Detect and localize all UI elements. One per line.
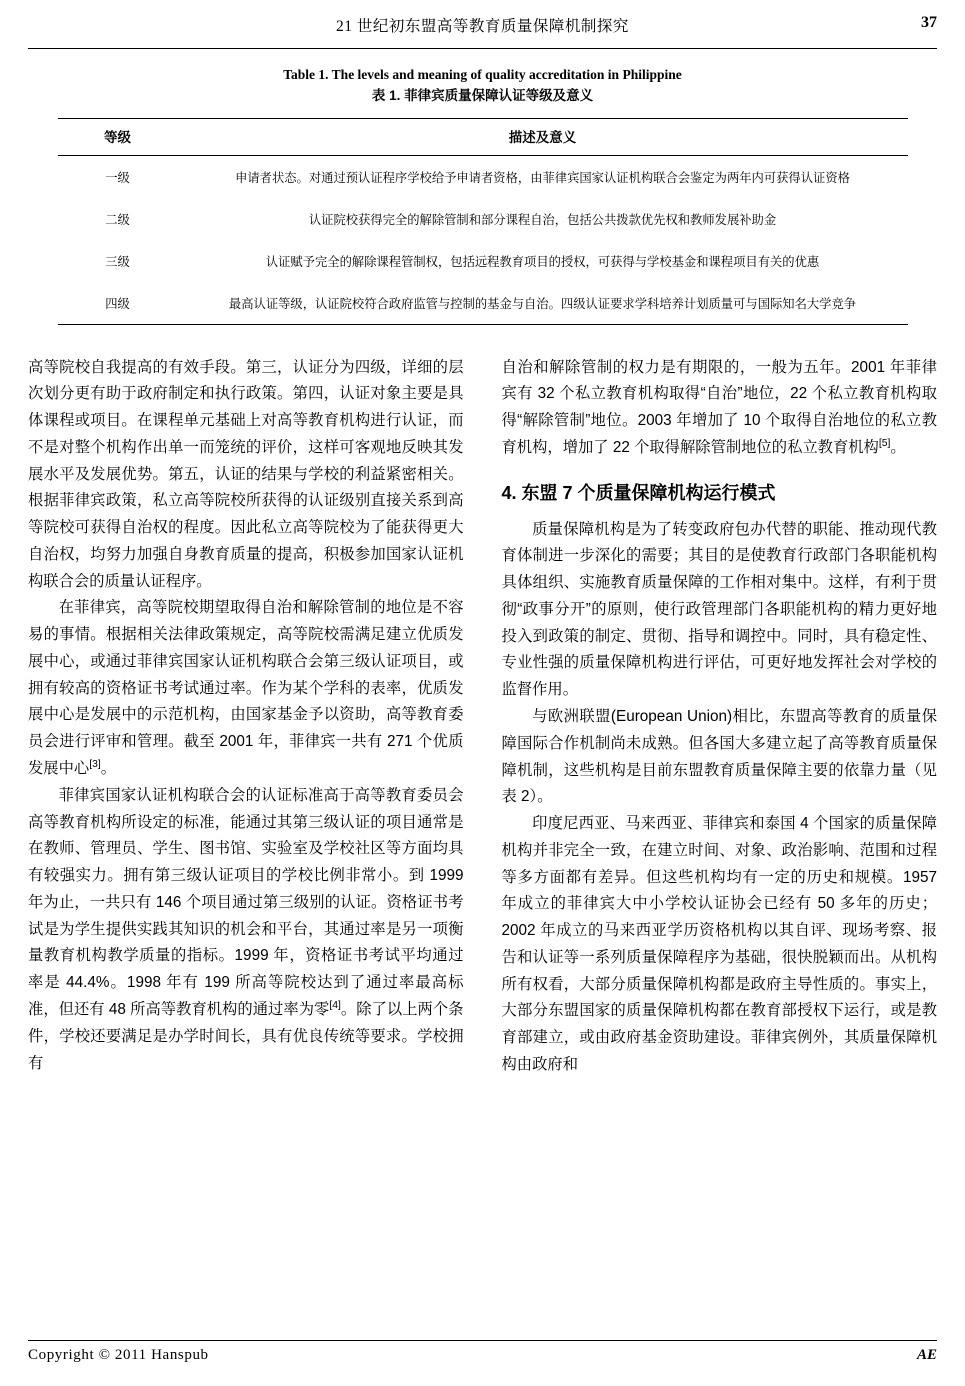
cell-description: 最高认证等级，认证院校符合政府监管与控制的基金与自治。四级认证要求学科培养计划质量可与国际知名大学竞争 xyxy=(178,282,908,325)
footer-rule xyxy=(28,1340,937,1341)
table-head xyxy=(58,118,908,155)
running-title: 21 世纪初东盟高等教育质量保障机制探究 xyxy=(336,18,629,35)
footer-row xyxy=(28,1347,937,1364)
table-header-row xyxy=(58,118,908,155)
table-row xyxy=(58,155,908,198)
table-caption-en: Table 1. The levels and meaning of quality accreditation in Philippine xyxy=(283,67,682,82)
paragraph: 菲律宾国家认证机构联合会的认证标准高于高等教育委员会高等教育机构所设定的标准，能通过其第三级认证的项目通常是在教师、管理员、学生、图书馆、实验室及学校社区等方面均具有较强实力。拥有第三级认证项目的学校比例非常小。到 1999 年为止，一共只有 146 个项目通过第三级别的认证。资格证书考试是为学生提供实践其知识的机会和平台，其通过率是另一项衡量教育机构教学质量的指标。1999 年，资格证书考试平均通过率是 44.4%。1998 年有 199 所高等院校达到了通过率最高标准，但还有 48 所高等教育机构的通过率为零[4]。除了以上两个条件，学校还要满足是办学时间长，具有优良传统等要求。学校拥有 xyxy=(28,786,464,1072)
table-row xyxy=(58,240,908,282)
header-rule xyxy=(28,48,937,49)
section-heading: 4. 东盟 7 个质量保障机构运行模式 xyxy=(501,482,776,503)
cell-level: 二级 xyxy=(105,212,130,227)
body-columns xyxy=(28,355,937,1079)
left-column xyxy=(28,355,464,1079)
paragraph: 高等院校自我提高的有效手段。第三，认证分为四级，详细的层次划分更有助于政府制定和执行政策。第四，认证对象主要是具体课程或项目。在课程单元基础上对高等教育机构进行认证，而不是对整个机构作出单一而笼统的评价，这样可客观地反映其发展水平及发展优势。第五，认证的结果与学校的利益紧密相关。根据菲律宾政策，私立高等院校所获得的认证级别直接关系到高等院校可获得自治权的程度。因此私立高等院校为了能获得更大自治权，均努力加强自身教育质量的提高，积极参加国家认证机构联合会的质量认证程序。 xyxy=(28,358,464,590)
cell-level: 三级 xyxy=(105,254,130,269)
column-header-level: 等级 xyxy=(58,118,178,155)
table-block xyxy=(28,65,937,325)
page-footer xyxy=(28,1340,937,1364)
cell-level: 四级 xyxy=(58,282,178,325)
cell-description: 申请者状态。对通过预认证程序学校给予申请者资格，由菲律宾国家认证机构联合会鉴定为两年内可获得认证资格 xyxy=(235,170,850,185)
paragraph: 与欧洲联盟(European Union)相比，东盟高等教育的质量保障国际合作机制尚未成熟。但各国大多建立起了高等教育质量保障机制，这些机构是目前东盟教育质量保障主要的依靠力量（见表 2）。 xyxy=(501,708,937,806)
cell-description: 认证院校获得完全的解除管制和部分课程自治，包括公共拨款优先权和教师发展补助金 xyxy=(308,212,777,227)
cell-description: 认证赋予完全的解除课程管制权，包括远程教育项目的授权，可获得与学校基金和课程项目有关的优惠 xyxy=(265,254,820,269)
column-header-description: 描述及意义 xyxy=(178,118,908,155)
right-column xyxy=(502,355,938,1079)
table-caption-cn: 表 1. 菲律宾质量保障认证等级及意义 xyxy=(371,88,594,104)
paragraph: 印度尼西亚、马来西亚、菲律宾和泰国 4 个国家的质量保障机构并非完全一致，在建立时间、对象、政治影响、范围和过程等多方面都有差异。但这些机构均有一定的历史和规模。1957 年成立的菲律宾大中小学校认证协会已经有 50 多年的历史；2002 年成立的马来西亚学历资格机构以其自评、现场考察、报告和认证等一系列质量保障程序为基础，很快脱颖而出。从机构所有权看，大部分质量保障机构都是政府主导性质的。事实上，大部分东盟国家的质量保障机构都在教育部授权下运行，或是教育部建立，或由政府基金资助建设。菲律宾例外，其质量保障机构由政府和 xyxy=(501,815,937,1073)
cell-level: 一级 xyxy=(105,170,130,185)
paragraph: 自治和解除管制的权力是有期限的，一般为五年。2001 年菲律宾有 32 个私立教育机构取得“自治”地位，22 个私立教育机构取得“解除管制”地位。2003 年增加了 10 个取得自治地位的私立教育机构，增加了 22 个取得解除管制地位的私立教育机构[5]。 xyxy=(501,358,937,456)
copyright-text: Copyright © 2011 Hanspub xyxy=(28,1347,209,1363)
table-row xyxy=(58,198,908,240)
running-head xyxy=(28,10,937,44)
journal-abbreviation: AE xyxy=(916,1347,937,1363)
paragraph: 质量保障机构是为了转变政府包办代替的职能、推动现代教育体制进一步深化的需要；其目的是使教育行政部门各职能机构具体组织、实施教育质量保障的工作相对集中。这样，有利于贯彻“政事分开”的原则，使行政管理部门各职能机构的精力更好地投入到政策的制定、贯彻、指导和调控中。同时，具有稳定性、专业性强的质量保障机构进行评估，可更好地发挥社会对学校的监督作用。 xyxy=(501,520,937,699)
table-body xyxy=(58,155,908,324)
page-number: 37 xyxy=(921,14,937,31)
quality-accreditation-table xyxy=(58,118,908,325)
table-row xyxy=(58,282,908,325)
paragraph: 在菲律宾，高等院校期望取得自治和解除管制的地位是不容易的事情。根据相关法律政策规定，高等院校需满足建立优质发展中心，或通过菲律宾国家认证机构联合会第三级认证项目，或拥有较高的资格证书考试通过率。作为某个学科的表率，优质发展中心是发展中的示范机构，由国家基金予以资助，高等教育委员会进行评审和管理。截至 2001 年，菲律宾一共有 271 个优质发展中心[3]。 xyxy=(28,599,464,778)
